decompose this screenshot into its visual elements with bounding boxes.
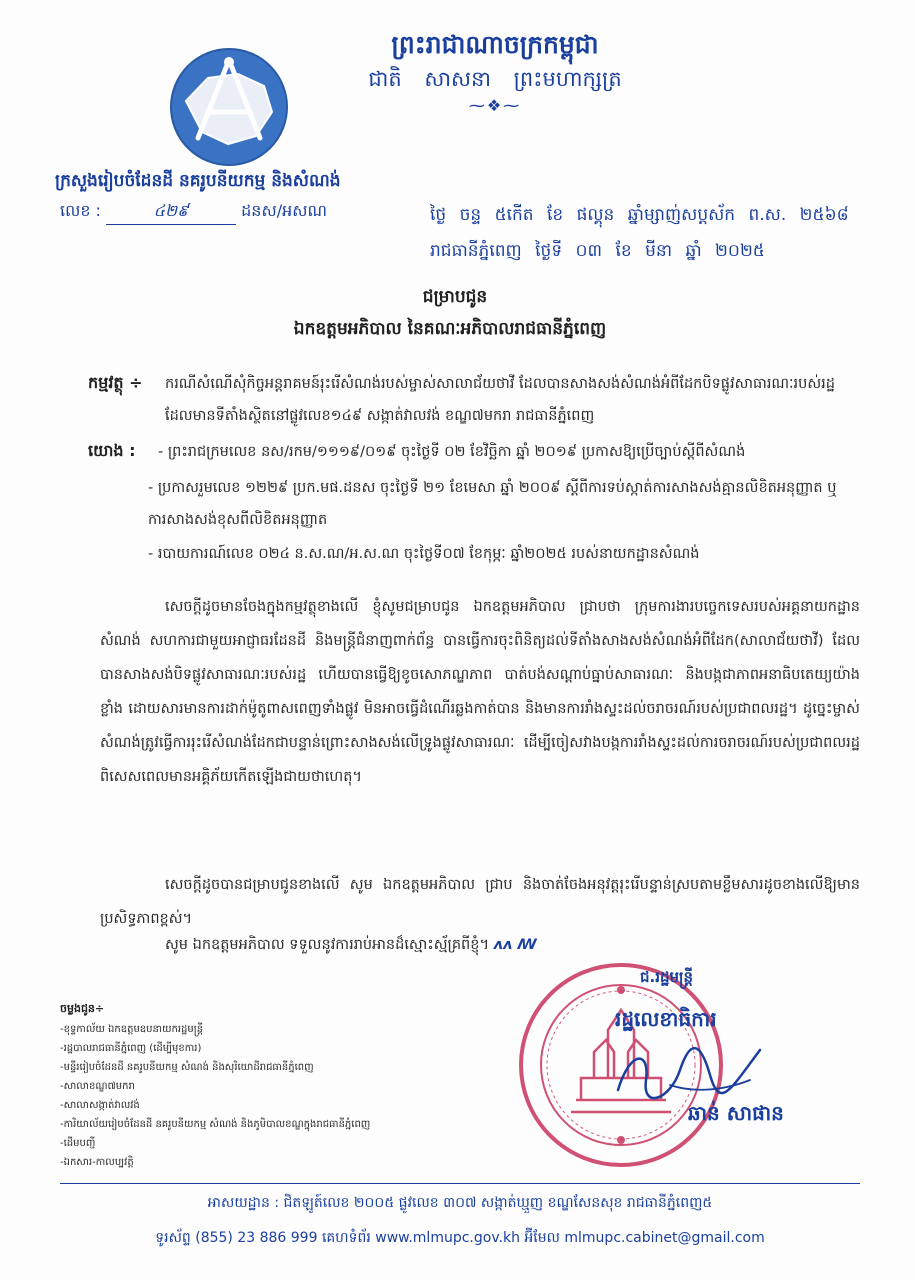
national-motto: ជាតិ សាសនា ព្រះមហាក្សត្រ [368, 67, 622, 91]
reference-suffix: ដនស/អសណ [241, 201, 327, 220]
reference-item: - ព្រះរាជក្រមលេខ នស/រកម/១១១៩/០១៩ ចុះថ្ងៃទី ០២ ខែវិច្ឆិកា ឆ្នាំ ២០១៩ ប្រកាសឱ្យប្រើច្បាប់ស្តីពីសំណង់ [158, 444, 746, 460]
cc-item: -ការិយាល័យរៀបចំដែនដី នគរូបនីយកម្ម សំណង់ និងភូមិបាលខណ្ឌក្នុងរាជធានីភ្នំពេញ [60, 1119, 371, 1130]
closing-text: សូម ឯកឧត្តមអភិបាល ទទួលនូវការរាប់អានដ៏ស្មោះស្ម័គ្រពីខ្ញុំ។ [165, 937, 489, 953]
signatory-name: ឆាន់ សាផាន [688, 1101, 784, 1125]
footer-contact: ទូរស័ព្ទ (855) 23 886 999 គេហទំព័រ www.mlmupc.gov.kh អ៊ីមែល mlmupc.cabinet@gmail.com [155, 1230, 765, 1246]
subject-label: កម្មវត្ថុ ÷ [88, 373, 143, 392]
cc-item: -ដើមបញ្ជី [60, 1138, 96, 1149]
handwritten-signature [610, 1030, 770, 1110]
reference-number-value: ៤២៩ [106, 200, 236, 225]
footer-address: អាសយដ្ឋាន : ជិតឡូត៍លេខ ២០០៥ ផ្លូវលេខ ៣០៧ សង្កាត់ឃ្មួញ ខណ្ឌសែនសុខ រាជធានីភ្នំពេញ៥ [207, 1195, 713, 1211]
references-label: យោង : [88, 441, 136, 460]
reference-item: - របាយការណ៍លេខ ០២៤ ន.ស.ណ/អ.ស.ណ ចុះថ្ងៃទី០៧ ខែកុម្ភៈ ឆ្នាំ២០២៥ របស់នាយកដ្ឋានសំណង់ [148, 546, 700, 562]
cc-item: -ឯកសារ-កាលប្បវត្តិ [60, 1157, 134, 1168]
signatory-title: រដ្ឋលេខាធិការ [615, 1007, 717, 1031]
body-paragraph: សេចក្តីដូចបានជម្រាបជូនខាងលើ សូម ឯកឧត្តមអភិបាល ជ្រាប និងចាត់ចែងអនុវត្តរុះរើបន្ទាន់ស្របតាមខ្លឹមសារដូចខាងលើឱ្យមានប្រសិទ្ធភាពខ្ពស់។ [100, 877, 860, 927]
kingdom-title: ព្រះរាជាណាចក្រកម្ពុជា [391, 30, 599, 59]
recipient: ឯកឧត្តមអភិបាល នៃគណៈអភិបាលរាជធានីភ្នំពេញ [293, 319, 607, 339]
reference-number [60, 200, 327, 225]
cc-list [60, 1020, 370, 1172]
closing-line [165, 936, 537, 957]
cc-item: -សាលាសង្កាត់វាលវង់ [60, 1100, 140, 1111]
ministry-logo [168, 46, 290, 168]
ministry-name: ក្រសួងរៀបចំដែនដី នគរូបនីយកម្ម និងសំណង់ [55, 171, 341, 191]
handwritten-initials: ʌᴧ ꟿ [493, 937, 537, 953]
cc-item: -មន្ទីររៀបចំដែនដី នគរូបនីយកម្ម សំណង់ និងសុរិយោដីរាជធានីភ្នំពេញ [60, 1062, 314, 1073]
salutation: ជម្រាបជូន [422, 287, 488, 307]
footer-divider [60, 1183, 860, 1184]
solar-date: រាជធានីភ្នំពេញ ថ្ងៃទី ០៣ ខែ មីនា ឆ្នាំ ២០២៥ [430, 241, 765, 261]
reference-label: លេខ : [60, 201, 101, 220]
cc-item: -សាលាខណ្ឌ៧មករា [60, 1081, 135, 1092]
lunar-date: ថ្ងៃ ចន្ទ ៥កើត ខែ ផល្គុន ឆ្នាំម្សាញ់សប្តស័ក ព.ស. ២៥៦៨ [430, 205, 849, 225]
ornament-divider: ⁓❖⁓ [468, 96, 522, 115]
reference-item: - ប្រកាសរួមលេខ ១២២៩ ប្រក.មផ.ដនស ចុះថ្ងៃទី ២១ ខែមេសា ឆ្នាំ ២០០៩ ស្តីពីការទប់ស្កាត់ការសាងសង់គ្មានលិខិតអនុញ្ញាត ឬការសាងសង់ខុសពីលិខិតអនុញ្ញាត [148, 480, 837, 528]
cc-item: -រដ្ឋបាលរាជធានីភ្នំពេញ (ដើម្បីមុខការ) [60, 1043, 202, 1054]
subject-text: ករណីសំណើសុំកិច្ចអន្តរាគមន៍រុះរើសំណង់របស់ម្ចាស់សាលាជ័យថាវី ដែលបានសាងសង់សំណង់អំពីដែកបិទផ្លូវសាធារណៈរបស់រដ្ឋ ដែលមានទីតាំងស្ថិតនៅផ្លូវលេខ១៤៩ សង្កាត់វាលវង់ ខណ្ឌ៧មករា រាជធានីភ្នំពេញ [165, 376, 835, 424]
for-minister-label: ជ.រដ្ឋមន្ត្រី [640, 968, 694, 986]
cc-label: ចម្លងជូន÷ [60, 1002, 105, 1015]
cc-item: -ខុទ្ទកាល័យ ឯកឧត្តមឧបនាយករដ្ឋមន្ត្រី [60, 1024, 204, 1035]
body-paragraph: សេចក្តីដូចមានចែងក្នុងកម្មវត្ថុខាងលើ ខ្ញុំសូមជម្រាបជូន ឯកឧត្តមអភិបាល ជ្រាបថា ក្រុមការងារបច្ចេកទេសរបស់អគ្គនាយកដ្ឋានសំណង់ សហការជាមួយអាជ្ញាធរដែនដី និងមន្ត្រីជំនាញពាក់ព័ន្ធ បានធ្វើការចុះពិនិត្យដល់ទីតាំងសាងសង់សំណង់អំពីដែក(សាលាជ័យថាវី) ដែលបានសាងសង់បិទផ្លូវសាធារណៈរបស់រដ្ឋ ហើយបានធ្វើឱ្យខូចសោភណ្ឌភាព បាត់បង់សណ្តាប់ធ្នាប់សាធារណៈ និងបង្កជាភាពអនាធិបតេយ្យយ៉ាងខ្លាំង ដោយសារមានការដាក់ម៉ូតូពាសពេញទាំងផ្លូវ មិនអាចធ្វើដំណើរឆ្លងកាត់បាន និងមានការរាំងស្ទះដល់ចរាចរណ៍របស់ប្រជាពលរដ្ឋ។ ដូច្នេះម្ចាស់សំណង់ត្រូវធ្វើការរុះរើសំណង់ដែកជាបន្ទាន់ព្រោះសាងសង់លើទ្រូងផ្លូវសាធារណៈ ដើម្បីចៀសវាងបង្កការរាំងស្ទះដល់ការចរាចរណ៍របស់ប្រជាពលរដ្ឋពិសេសពេលមានអគ្គិភ័យកើតឡើងជាយថាហេតុ។ [100, 599, 860, 785]
